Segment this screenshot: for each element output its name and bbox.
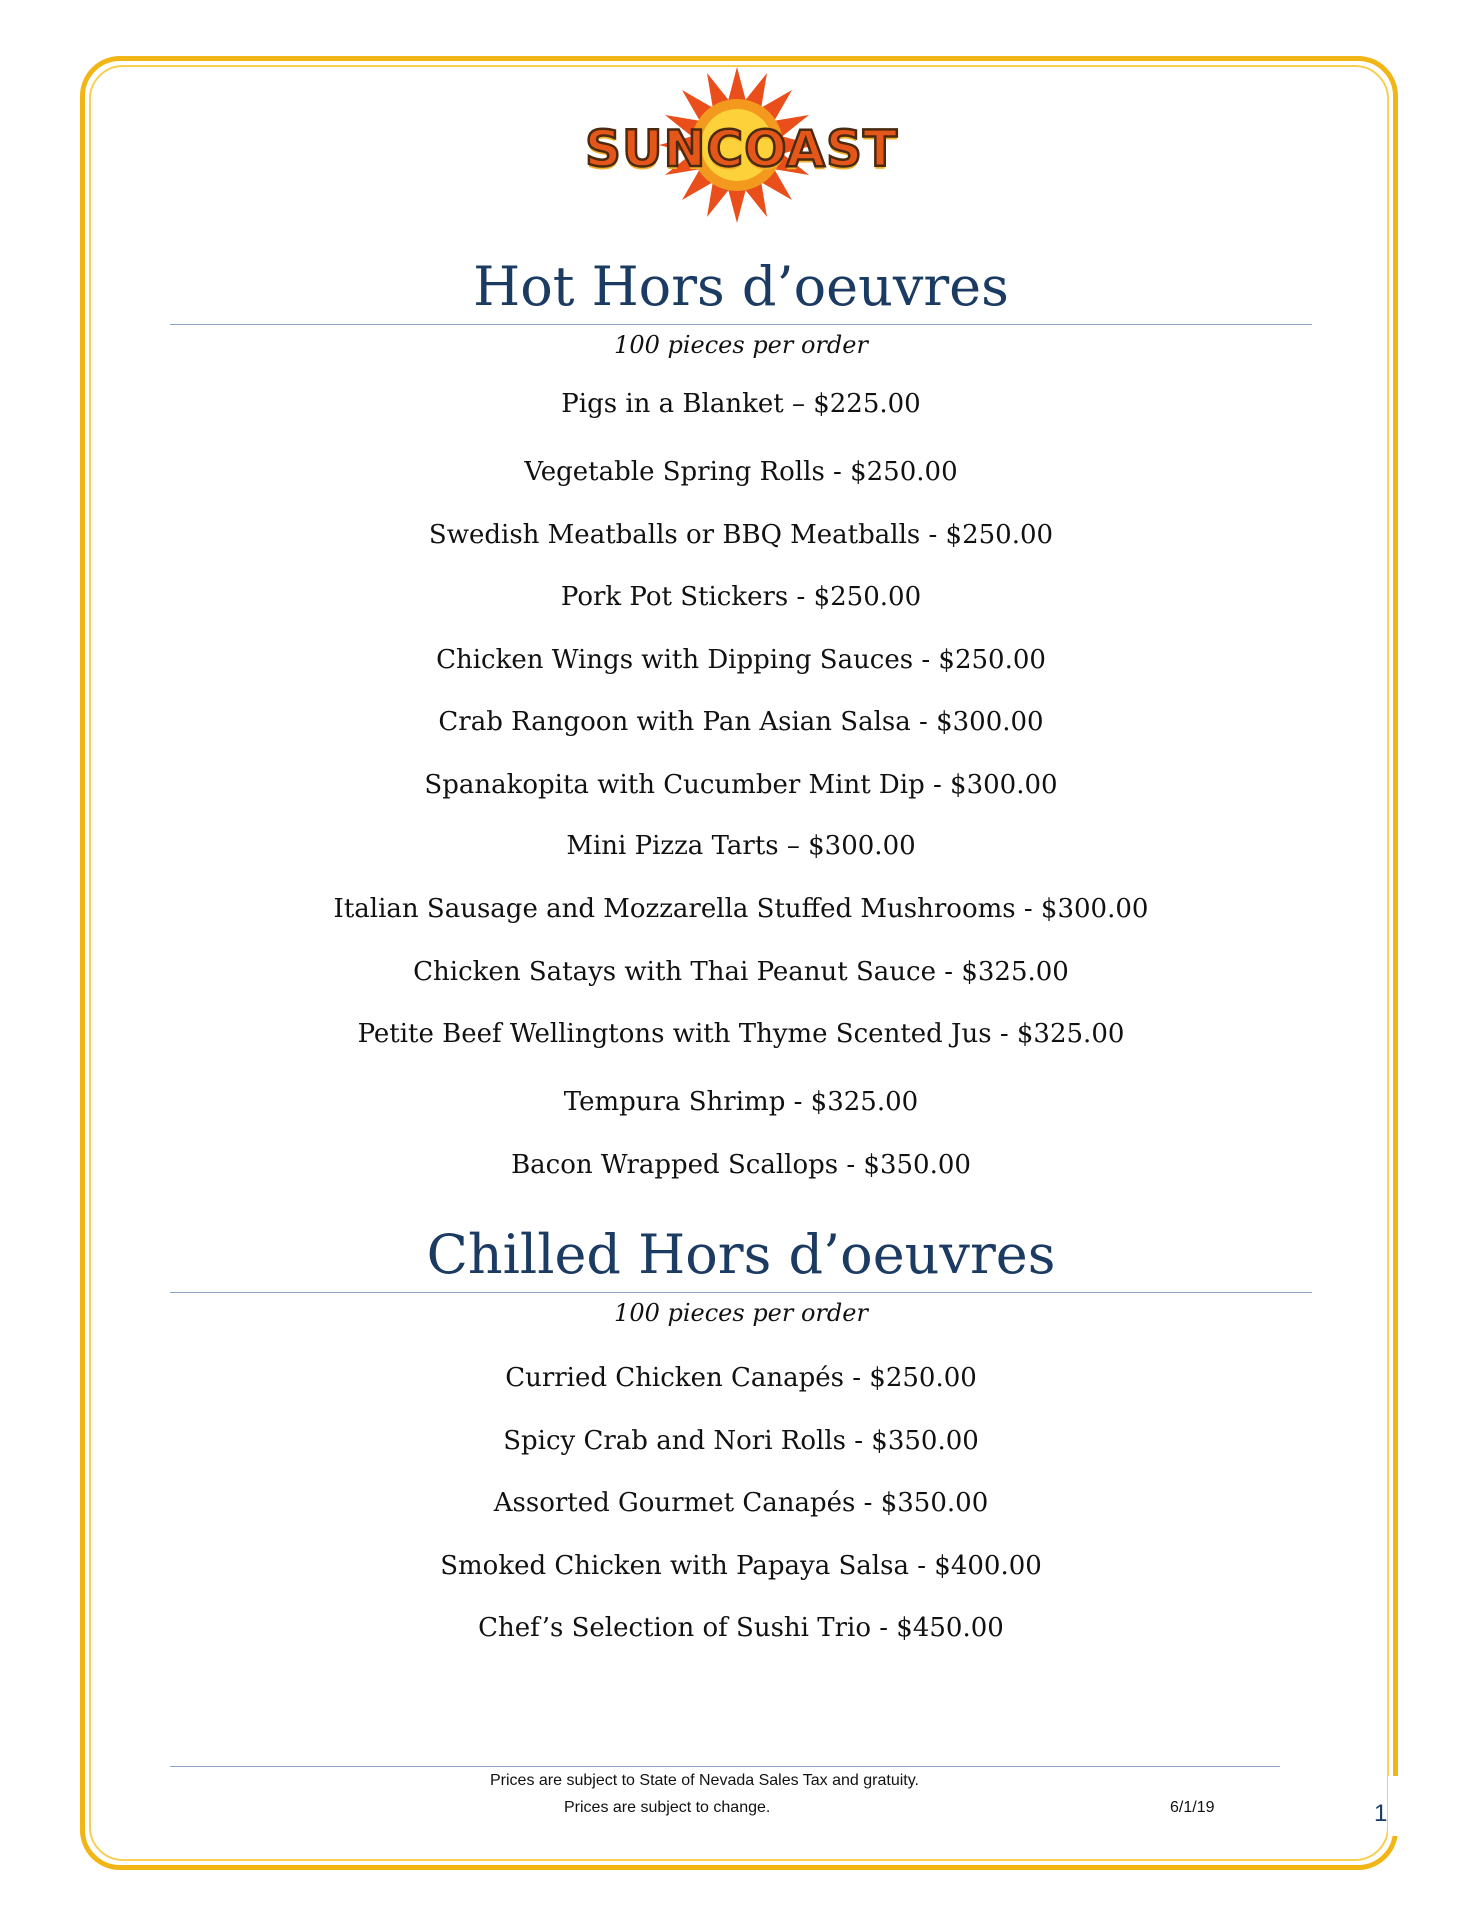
footer-change-note: Prices are subject to change. [564,1799,771,1816]
menu-item: Swedish Meatballs or BBQ Meatballs - $250.00 [428,520,1054,550]
logo-wordmark: SUNCOAST [585,120,899,178]
chilled-section-divider [170,1292,1312,1293]
menu-item: Pork Pot Stickers - $250.00 [560,582,922,612]
footer-date: 6/1/19 [1170,1799,1215,1816]
footer-tax-note: Prices are subject to State of Nevada Sales Tax and gratuity. [490,1772,919,1789]
menu-item: Mini Pizza Tarts – $300.00 [566,831,916,861]
hot-section-divider [170,324,1312,325]
menu-item: Assorted Gourmet Canapés - $350.00 [493,1488,989,1518]
menu-item: Curried Chicken Canapés - $250.00 [505,1363,977,1393]
menu-item: Vegetable Spring Rolls - $250.00 [524,457,958,487]
menu-item: Pigs in a Blanket – $225.00 [561,389,921,419]
menu-item: Crab Rangoon with Pan Asian Salsa - $300.00 [438,707,1044,737]
menu-item: Spicy Crab and Nori Rolls - $350.00 [503,1426,979,1456]
page-border-gap [1388,1776,1402,1836]
suncoast-logo [585,66,899,224]
hot-section-header [170,254,1312,363]
menu-item: Petite Beef Wellingtons with Thyme Scented Jus - $325.00 [357,1019,1125,1049]
chilled-section-subtitle: 100 pieces per order [614,1299,868,1327]
menu-item: Bacon Wrapped Scallops - $350.00 [511,1150,971,1180]
menu-item: Chicken Wings with Dipping Sauces - $250.00 [436,645,1046,675]
menu-item: Tempura Shrimp - $325.00 [563,1087,919,1117]
menu-item: Chicken Satays with Thai Peanut Sauce - $325.00 [413,957,1069,987]
footer-divider [170,1766,1280,1767]
menu-item: Spanakopita with Cucumber Mint Dip - $300.00 [424,770,1058,800]
menu-item: Italian Sausage and Mozzarella Stuffed Mushrooms - $300.00 [333,894,1149,924]
page-number: 1 [1374,1800,1388,1827]
chilled-section-title: Chilled Hors d’oeuvres [426,1223,1056,1286]
chilled-section-header [170,1222,1312,1331]
hot-section-subtitle: 100 pieces per order [614,331,868,359]
menu-item: Chef’s Selection of Sushi Trio - $450.00 [478,1613,1004,1643]
hot-section-title: Hot Hors d’oeuvres [473,255,1009,318]
menu-item: Smoked Chicken with Papaya Salsa - $400.00 [440,1551,1042,1581]
